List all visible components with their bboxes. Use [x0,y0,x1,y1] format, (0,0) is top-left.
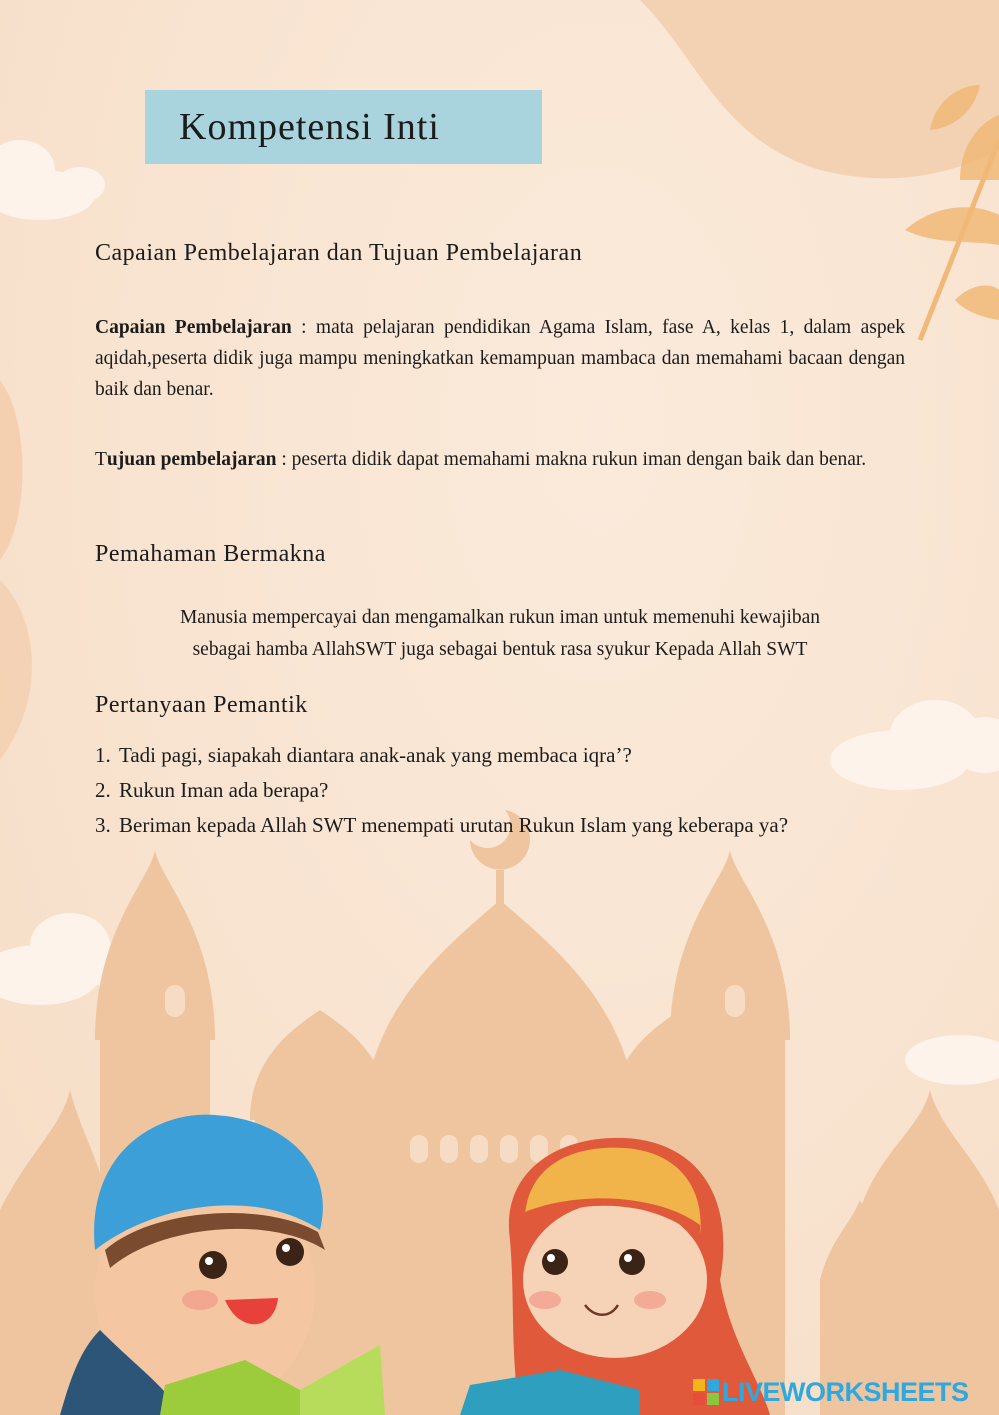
capaian-paragraph [95,312,905,405]
question-list [95,738,895,843]
logo-text: LIVEWORKSHEETS [722,1376,969,1407]
liveworksheets-logo[interactable] [693,1375,969,1409]
section-heading-pemantik: Pertanyaan Pemantik [95,692,308,718]
section-heading-capaian-tujuan: Capaian Pembelajaran dan Tujuan Pembelajaran [95,240,583,266]
capaian-text: : mata pelajaran pendidikan Agama Islam, fase A, kelas 1, dalam aspek aqidah,peserta didik juga mampu meningkatkan kemampuan mambaca dan memahami bacaan dengan baik dan benar. [95,317,905,400]
pemahaman-line-2: sebagai hamba AllahSWT juga sebagai bentuk rasa syukur Kepada Allah SWT [192,639,808,660]
list-item: 1. Tadi pagi, siapakah diantara anak-anak yang membaca iqra’? [95,743,632,767]
tujuan-text: : peserta didik dapat memahami makna rukun iman dengan baik dan benar. [276,449,867,470]
list-item: 2. Rukun Iman ada berapa? [95,778,329,802]
page-title: Kompetensi Inti [179,106,440,148]
section-heading-pemahaman: Pemahaman Bermakna [95,541,326,567]
tujuan-paragraph [95,444,905,475]
title-box [145,90,542,164]
tujuan-label-initial: T [95,449,107,470]
list-item: 3. Beriman kepada Allah SWT menempati urutan Rukun Islam yang keberapa ya? [95,813,789,837]
tujuan-label: ujuan pembelajaran [106,449,277,470]
pemahaman-line-1: Manusia mempercayai dan mengamalkan rukun iman untuk memenuhi kewajiban [179,607,821,628]
pemahaman-paragraph [95,602,905,666]
capaian-label: Capaian Pembelajaran [95,317,292,338]
liveworksheets-logo-icon [693,1379,719,1405]
